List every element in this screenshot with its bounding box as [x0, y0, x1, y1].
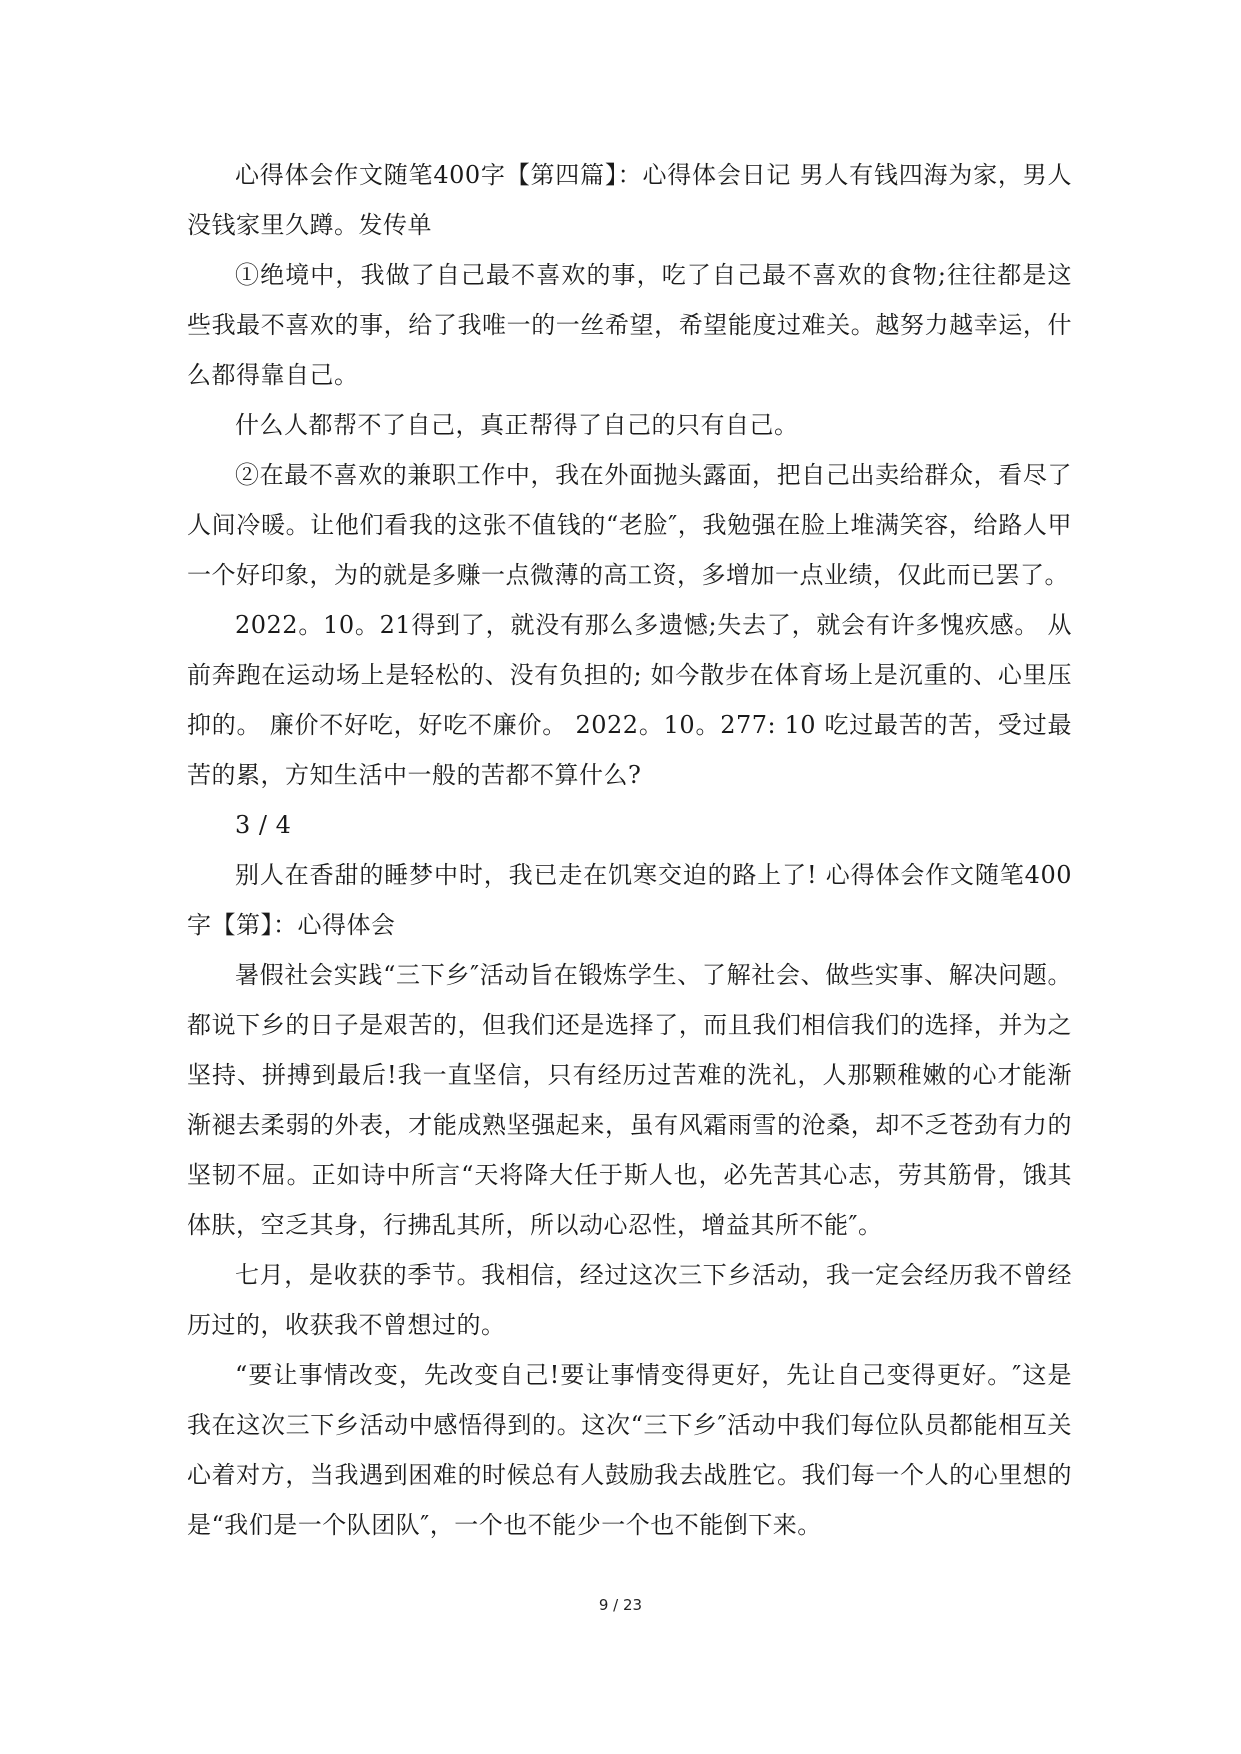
paragraph: ②在最不喜欢的兼职工作中，我在外面抛头露面，把自己出卖给群众，看尽了人间冷暖。让他们看我的这张不值钱的“老脸″，我勉强在脸上堆满笑容，给路人甲一个好印象，为的就是多赚一点微薄的高工资，多增加一点业绩，仅此而已罢了。: [187, 461, 1072, 589]
paragraph: 2022。10。21得到了，就没有那么多遗憾;失去了，就会有许多愧疚感。 从前奔跑在运动场上是轻松的、没有负担的; 如今散步在体育场上是沉重的、心里压抑的。 廉价不好吃，好吃不廉价。 2022。10。277: 10 吃过最苦的苦，受过最苦的累，方知生活中一般的苦都不算什么?: [187, 611, 1072, 789]
paragraph: 七月，是收获的季节。我相信，经过这次三下乡活动，我一定会经历我不曾经历过的，收获我不曾想过的。: [187, 1261, 1072, 1339]
inline-page-marker: 3 / 4: [235, 811, 292, 839]
page-number: 9 / 23: [598, 1596, 643, 1614]
page-footer: [0, 1596, 1241, 1614]
paragraph: 什么人都帮不了自己，真正帮得了自己的只有自己。: [235, 411, 799, 439]
paragraph-heading: 心得体会作文随笔400字【第四篇】：心得体会日记 男人有钱四海为家，男人没钱家里久蹲。发传单: [187, 161, 1072, 239]
paragraph: 暑假社会实践“三下乡″活动旨在锻炼学生、了解社会、做些实事、解决问题。都说下乡的日子是艰苦的，但我们还是选择了，而且我们相信我们的选择，并为之坚持、拼搏到最后!我一直坚信，只有经历过苦难的洗礼，人那颗稚嫩的心才能渐渐褪去柔弱的外表，才能成熟坚强起来，虽有风霜雨雪的沧桑，却不乏苍劲有力的坚韧不屈。正如诗中所言“天将降大任于斯人也，必先苦其心志，劳其筋骨，饿其体肤，空乏其身，行拂乱其所，所以动心忍性，增益其所不能″。: [187, 961, 1072, 1239]
paragraph: ①绝境中，我做了自己最不喜欢的事，吃了自己最不喜欢的食物;往往都是这些我最不喜欢的事，给了我唯一的一丝希望，希望能度过难关。越努力越幸运，什么都得靠自己。: [187, 261, 1072, 389]
paragraph: 别人在香甜的睡梦中时，我已走在饥寒交迫的路上了! 心得体会作文随笔400字【第】：心得体会: [187, 861, 1072, 939]
document-body: [187, 150, 1072, 1550]
paragraph: “要让事情改变，先改变自己!要让事情变得更好，先让自己变得更好。″这是我在这次三下乡活动中感悟得到的。这次“三下乡″活动中我们每位队员都能相互关心着对方，当我遇到困难的时候总有人鼓励我去战胜它。我们每一个人的心里想的是“我们是一个队团队″，一个也不能少一个也不能倒下来。: [187, 1361, 1072, 1539]
